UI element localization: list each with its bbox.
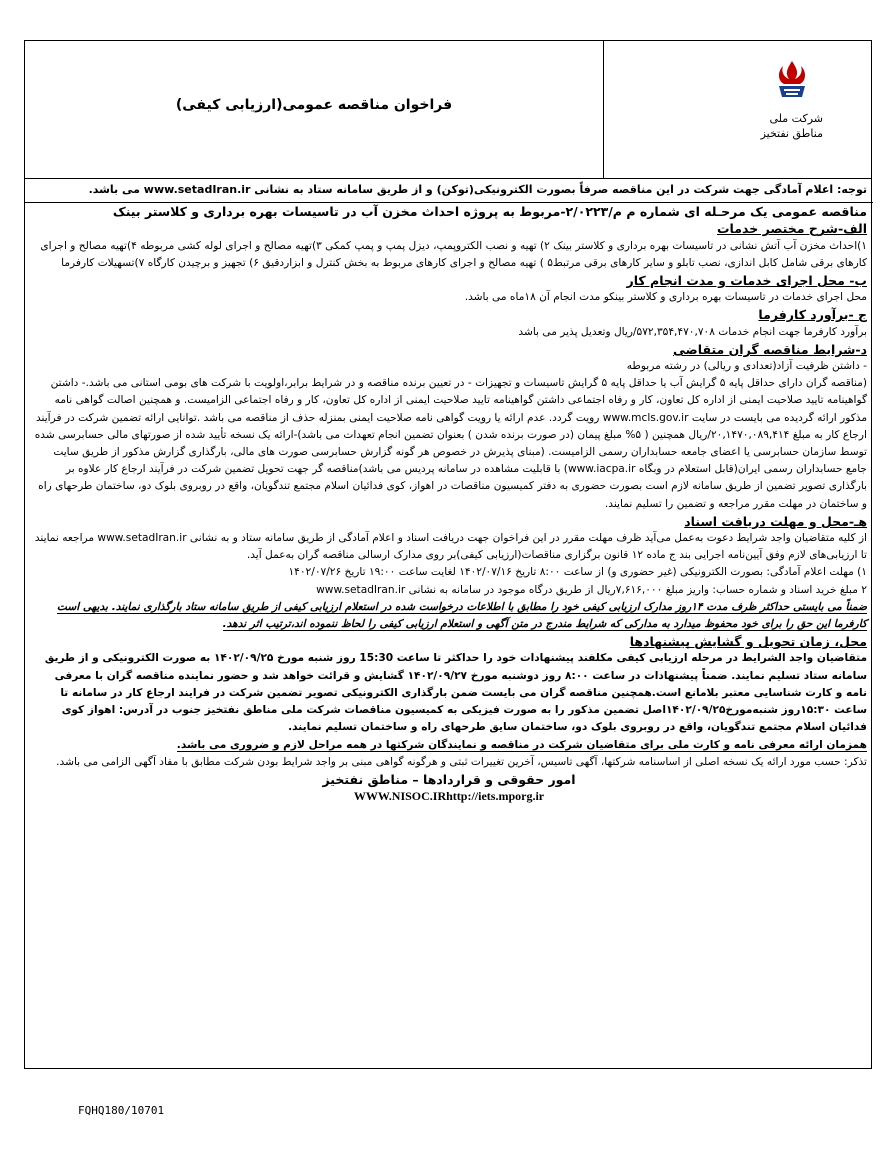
form-code: FQHQ180/10701 (78, 1104, 165, 1117)
tender-title: مناقصه عمومی یک مرحـله ای شماره م م/۲/۰۲۲۳-مربوط به پروژه احداث مخزن آب در تاسیسات بهره برداری و کلاستر بینک (112, 204, 867, 220)
section-f-reminder: تذکر: حسب مورد ارائه یک نسخه اصلی از اساسنامه شرکتها، آگهی تاسیس، آخرین تغییرات ثبتی و هرگونه گواهی مبنی بر واجد شرایط بودن شرکت مطابق با مفاد آگهی الزامی می باشد. (56, 755, 867, 768)
section-d-line1: - داشتن ظرفیت آزاد(تعدادی و ریالی) در رشته مربوطه (626, 360, 867, 373)
notice-body (31, 181, 867, 805)
signature-dept: امور حقوقی و قراردادها – مناطق نفتخیز (322, 771, 576, 787)
section-c-heading: ج -برآورد کارفرما (758, 307, 867, 323)
company-logo-block (613, 51, 863, 171)
section-d-text: (مناقصه گران دارای حداقل پایه ۵ گرایش آب یا حداقل پایه ۵ گرایش تاسیسات و تجهیزات - در تعیین برنده مناقصه و در شرایط برابر،اولویت با شرکت های بومی استانی می باشد.- داشتن گواهینامه تایید صلاحیت ایمنی از اداره کل تعاون، کار و رفاه اجتماعی داشتن گواهینامه تایید صلاحیت ایمنی از اداره کل تعاون، کار و رفاه اجتماعی الزامیست. و همچنین اصالت گواهی نامه مذکور ارائه گردیده می بایست در سایت www.mcls.gov.ir رویت گردد. عدم ارائه یا رویت گواهی نامه صلاحیت ایمنی بمنزله حذف از مناقصه می باشد .توانایی ارائه تضمین شرکت در فرآیند ارجاع کار به مبلغ ۲۰,۱۴۷۰,۰۸۹,۴۱۴/ریال همچنین ( ۵% مبلغ پیمان (در صورت برنده شدن ) بعنوان تضمین انجام تعهدات می باشد)-ارائه یک نسخه تأیید شده از صورتهای مالی حسابرسی شده توسط سازمان حسابرسی یا اعضای جامعه حسابداران رسمی الزامیست. (مبنای پذیرش در خصوص هر گونه گزارش حسابرسی صورت های مالی، بارگذاری گزارش مذکور از طریق سایت جامع حسابداران رسمی ایران(قابل استعلام در وبگاه www.iacpa.ir) با قابلیت مشاهده در سامانه پردیس می باشد)مناقصه گر جهت تحویل تضمین شرکت در فرآیند ارجاع کار علاوه بر بارگذاری تصویر تضمین از طریق سامانه لازم است بصورت حضوری به دفتر کمیسیون مناقصات در اهواز، کوی فدائیان اسلام مجتمع تندگویان، واقع در روبروی بلوک دو، ساختمان طرحهای راه و ساختمان در مهلت مقرر مراجعه و تضمین را تسلیم نمایند. (34, 377, 867, 510)
section-d-heading: د-شرایط مناقصه گران متقاضی (673, 341, 867, 357)
section-e-text: از کلیه متقاضیان واجد شرایط دعوت به‌عمل می‌آید ظرف مهلت مقرر در این فراخوان جهت دریافت اسناد و اعلام آمادگی از طریق سامانه ستاد و به نشانی www.setadIran.ir مراجعه نمایند تا ارزیابی‌های لازم وفق آیین‌نامه اجرایی بند ج ماده ۱۲ قانون برگزاری مناقصات(ارزیابی کیفی)بر روی مدارک ارسالی مناقصه گران به‌عمل آید. (34, 532, 867, 562)
notice-frame (24, 40, 872, 1069)
section-e-item1: ۱) مهلت اعلام آمادگی: بصورت الکترونیکی (غیر حضوری و) از ساعت ۸:۰۰ تاریخ ۱۴۰۲/۰۷/۱۶ لغایت ساعت ۱۹:۰۰ تاریخ ۱۴۰۲/۰۷/۲۶ (288, 566, 867, 579)
section-f-heading: محل، زمان تحویل و گشایش پیشنهادها (629, 634, 867, 650)
section-c-text: برآورد کارفرما جهت انجام خدمات ۵۷۲,۳۵۴,۴۷۰,۷۰۸/ریال وتعدیل پذیر می باشد (518, 325, 867, 338)
section-e-italic2: کارفرما این حق را برای خود محفوظ میدارد به مدارکی که شرایط مندرج در متن آگهی و استعلام ارزیابی کیفی را لحاظ ننموده اند،ترتیب اثر ندهد. (222, 618, 867, 631)
section-e-heading: هـ-محل و مهلت دریافت اسناد (684, 513, 867, 529)
page-title: فراخوان مناقصه عمومی(ارزیابی کیفی) (175, 97, 453, 113)
section-e-italic1: ضمناً می بایستی حداکثر ظرف مدت ۱۴روز مدارک ارزیابی کیفی خود را مطابق با اطلاعات درخواست شده در استعلام ارزیابی کیفی از طریق سامانه ستاد بارگذاری نمایند. بدیهی است (56, 600, 867, 613)
signature-website: WWW.NISOC.IRhttp://iets.mporg.ir (353, 789, 545, 804)
notice-header (25, 41, 871, 179)
section-f-text: متقاضیان واجد الشرایط در مرحله ارزیابی کیفی مکلفند پیشنهادات خود را حداکثر تا ساعت 15:30 روز شنبه مورخ ۱۴۰۲/۰۹/۲۵ به صورت الکترونیکی و از طریق سامانه ستاد تسلیم نمایند. ضمناً پیشنهادات در ساعت ۸:۰۰ روز دوشنبه مورخ ۱۴۰۲/۰۹/۲۷ گشایش و قرائت خواهد شد و حضور نماینده مناقصه گران با معرفی نامه و کارت شناسایی معتبر بلامانع است.همچنین مناقصه گران می بایست ضمن بارگذاری الکترونیکی تصویر تضمین شرکت در فرایند ارجاع کار در سامانه تا ساعت ۱۵:۳۰روز شنبه‌مورخ۱۴۰۲/۰۹/۲۵اصل تضمین مذکور را به صورت فیزیکی به کمیسیون مناقصات شرکت ملی مناطق نفتخیز جنوب در آدرس: اهواز کوی فدائیان اسلام مجتمع تندگویان، واقع در روبروی بلوک دو، ساختمان سایق طرحهای راه و ساختمان تسلیم نمایند. (44, 652, 867, 734)
section-a-heading: الف-شرح مختصر خدمات (717, 221, 867, 237)
company-name-line1: شرکت ملی (769, 112, 823, 125)
company-name-line2: مناطق نفتخیز (760, 127, 823, 140)
setad-notice: توجه: اعلام آمادگی جهت شرکت در این مناقصه صرفاً بصورت الکترونیکی(توکن) و از طریق سامانه ستاد به نشانی www.setadIran.ir می باشد. (88, 183, 867, 196)
section-f-note: همزمان ارائه معرفی نامه و کارت ملی برای متقاضیان شرکت در مناقصه و نمایندگان شرکتها در همه مراحل لازم و ضروری می باشد. (176, 738, 867, 751)
section-a-text: ۱)احداث مخزن آب آتش نشانی در تاسیسات بهره برداری و کلاستر بینک ۲) تهیه و نصب الکتروپمپ، دیزل پمپ و پمپ کمکی ۳)تهیه مصالح و اجرای لوله کشی مربوطه ۴)تهیه مصالح و اجرای کارهای برقی شامل کابل اندازی، نصب تابلو و سایر کارهای برقی مرتبط۵ ) تهیه مصالح و اجرای کارهای مربوط به بخش کنترل و ابزاردقیق ۶) تجهیز و برچیدن کارگاه ۷)تسهیلات کارفرما (40, 239, 867, 269)
company-name (761, 111, 823, 141)
section-e-item2: ۲ مبلغ خرید اسناد و شماره حساب: واریز مبلغ ۷,۶۱۶,۰۰۰ریال از طریق درگاه موجود در سامانه به نشانی www.setadIran.ir (316, 583, 867, 596)
section-b-text: محل اجرای خدمات در تاسیسات بهره برداری و کلاستر بینکو مدت انجام آن ۱۸ماه می باشد. (464, 291, 867, 304)
nioc-flame-icon (769, 57, 815, 99)
section-b-heading: ب- محل اجرای خدمات و مدت انجام کار (626, 273, 867, 289)
header-divider (603, 41, 604, 179)
